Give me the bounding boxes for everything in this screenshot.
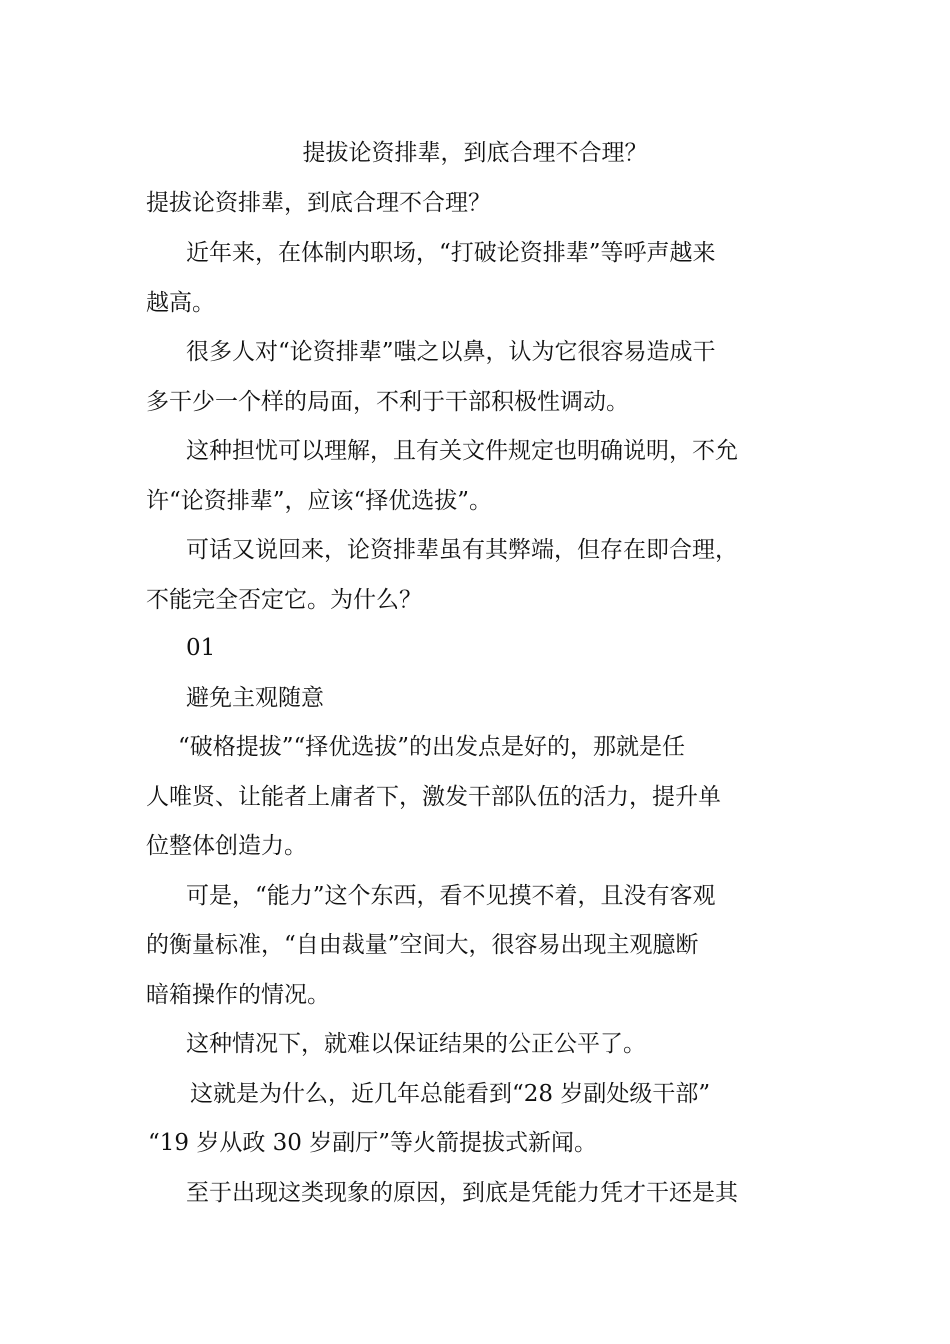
section-number: 01	[186, 635, 216, 661]
paragraph-line: 暗箱操作的情况。	[146, 982, 330, 1008]
paragraph-line: 越高。	[146, 290, 215, 316]
paragraph-line: 很多人对“论资排辈”嗤之以鼻，认为它很容易造成干	[186, 339, 716, 365]
paragraph-line: 的衡量标准，“自由裁量”空间大，很容易出现主观臆断	[146, 932, 699, 958]
paragraph-line: 人唯贤、让能者上庸者下，激发干部队伍的活力，提升单	[146, 784, 721, 810]
paragraph-line: 这种担忧可以理解，且有关文件规定也明确说明，不允	[186, 438, 738, 464]
paragraph-line: 多干少一个样的局面，不利于干部积极性调动。	[146, 389, 629, 415]
paragraph-line: 这种情况下，就难以保证结果的公正公平了。	[186, 1031, 646, 1057]
paragraph-line: “19 岁从政 30 岁副厅”等火箭提拔式新闻。	[148, 1130, 597, 1156]
subtitle-line: 提拔论资排辈，到底合理不合理？	[146, 190, 491, 216]
paragraph-line: 许“论资排辈”，应该“择优选拔”。	[146, 488, 493, 514]
paragraph-line: 位整体创造力。	[146, 833, 307, 859]
paragraph-line: 可话又说回来，论资排辈虽有其弊端，但存在即合理，	[186, 537, 738, 563]
paragraph-line: “破格提拔”“择优选拔”的出发点是好的，那就是任	[178, 734, 686, 760]
paragraph-line: 这就是为什么，近几年总能看到“28 岁副处级干部”	[190, 1081, 711, 1107]
paragraph-line: 不能完全否定它。为什么？	[146, 587, 422, 613]
document-title: 提拔论资排辈，到底合理不合理？	[302, 140, 648, 166]
paragraph-line: 可是，“能力”这个东西，看不见摸不着，且没有客观	[186, 883, 716, 909]
paragraph-line: 至于出现这类现象的原因，到底是凭能力凭才干还是其	[186, 1180, 738, 1206]
paragraph-line: 近年来，在体制内职场，“打破论资排辈”等呼声越来	[186, 240, 716, 266]
section-heading: 避免主观随意	[186, 685, 324, 711]
